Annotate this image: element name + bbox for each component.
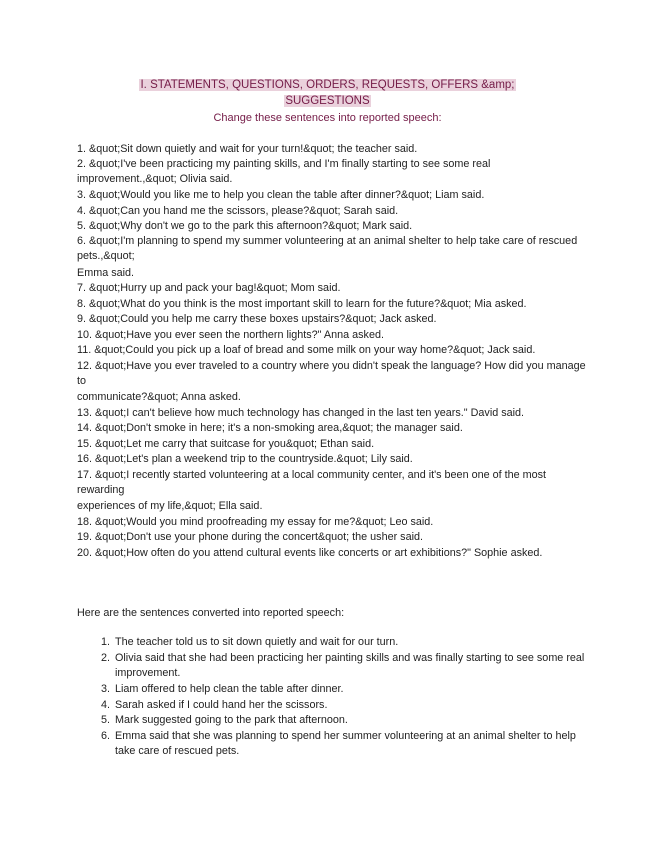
answer-number: 2. (100, 652, 110, 664)
answer-number: 5. (100, 714, 110, 726)
answer-number: 6. (100, 730, 110, 742)
answer-text: Emma said that she was planning to spend her summer volunteering at an animal shelter to help take care of rescued pets. (115, 730, 576, 758)
question-line: 5. &quot;Why don't we go to the park this afternoon?&quot; Mark said. (77, 220, 413, 232)
question-line: Emma said. (77, 267, 134, 279)
answer-number: 1. (100, 636, 110, 648)
question-line: 19. &quot;Don't use your phone during the concert&quot; the usher said. (77, 531, 423, 543)
instruction-subtitle: Change these sentences into reported speech: (213, 112, 442, 124)
section-heading-text: I. STATEMENTS, QUESTIONS, ORDERS, REQUESTS, OFFERS &amp; (140, 79, 515, 91)
question-line: 20. &quot;How often do you attend cultural events like concerts or art exhibitions?" Sophie asked. (77, 547, 543, 559)
answer-text: The teacher told us to sit down quietly and wait for our turn. (115, 636, 399, 648)
question-line: 12. &quot;Have you ever traveled to a country where you didn't speak the language? How did you manage to (77, 360, 586, 388)
answer-text: Sarah asked if I could hand her the scissors. (115, 699, 328, 711)
section-heading-line-1 (0, 77, 655, 93)
question-line: 4. &quot;Can you hand me the scissors, please?&quot; Sarah said. (77, 205, 399, 217)
question-line: 17. &quot;I recently started volunteering at a local community center, and it's been one of the most rewarding (77, 469, 546, 497)
question-line: 1. &quot;Sit down quietly and wait for your turn!&quot; the teacher said. (77, 143, 418, 155)
question-line: 9. &quot;Could you help me carry these boxes upstairs?&quot; Jack asked. (77, 313, 437, 325)
question-line: 13. &quot;I can't believe how much technology has changed in the last ten years." David said. (77, 407, 525, 419)
question-line: 2. &quot;I've been practicing my painting skills, and I'm finally starting to see some real improvement.,&quot; Olivia said. (77, 158, 491, 186)
section-heading-line-2 (0, 93, 655, 109)
question-line: 3. &quot;Would you like me to help you clean the table after dinner?&quot; Liam said. (77, 189, 485, 201)
question-line: 14. &quot;Don't smoke in here; it's a non-smoking area,&quot; the manager said. (77, 422, 463, 434)
answer-text: Mark suggested going to the park that afternoon. (115, 714, 348, 726)
question-line: 10. &quot;Have you ever seen the northern lights?" Anna asked. (77, 329, 384, 341)
question-line: 18. &quot;Would you mind proofreading my essay for me?&quot; Leo said. (77, 516, 434, 528)
question-line: 11. &quot;Could you pick up a loaf of bread and some milk on your way home?&quot; Jack said. (77, 344, 536, 356)
answer-text: Liam offered to help clean the table after dinner. (115, 683, 344, 695)
question-line: 7. &quot;Hurry up and pack your bag!&quot; Mom said. (77, 282, 341, 294)
answer-number: 3. (100, 683, 110, 695)
question-line: communicate?&quot; Anna asked. (77, 391, 241, 403)
answer-text: Olivia said that she had been practicing her painting skills and was finally starting to see some real improvement. (115, 652, 585, 680)
question-line: experiences of my life,&quot; Ella said. (77, 500, 263, 512)
question-line: 6. &quot;I'm planning to spend my summer volunteering at an animal shelter to help take care of rescued pets.,&quot; (77, 235, 578, 263)
question-line: 8. &quot;What do you think is the most important skill to learn for the future?&quot; Mia asked. (77, 298, 527, 310)
answers-intro: Here are the sentences converted into reported speech: (77, 607, 345, 619)
section-heading-text: SUGGESTIONS (285, 95, 370, 107)
answer-number: 4. (100, 699, 110, 711)
question-line: 15. &quot;Let me carry that suitcase for you&quot; Ethan said. (77, 438, 375, 450)
question-line: 16. &quot;Let's plan a weekend trip to the countryside.&quot; Lily said. (77, 453, 413, 465)
